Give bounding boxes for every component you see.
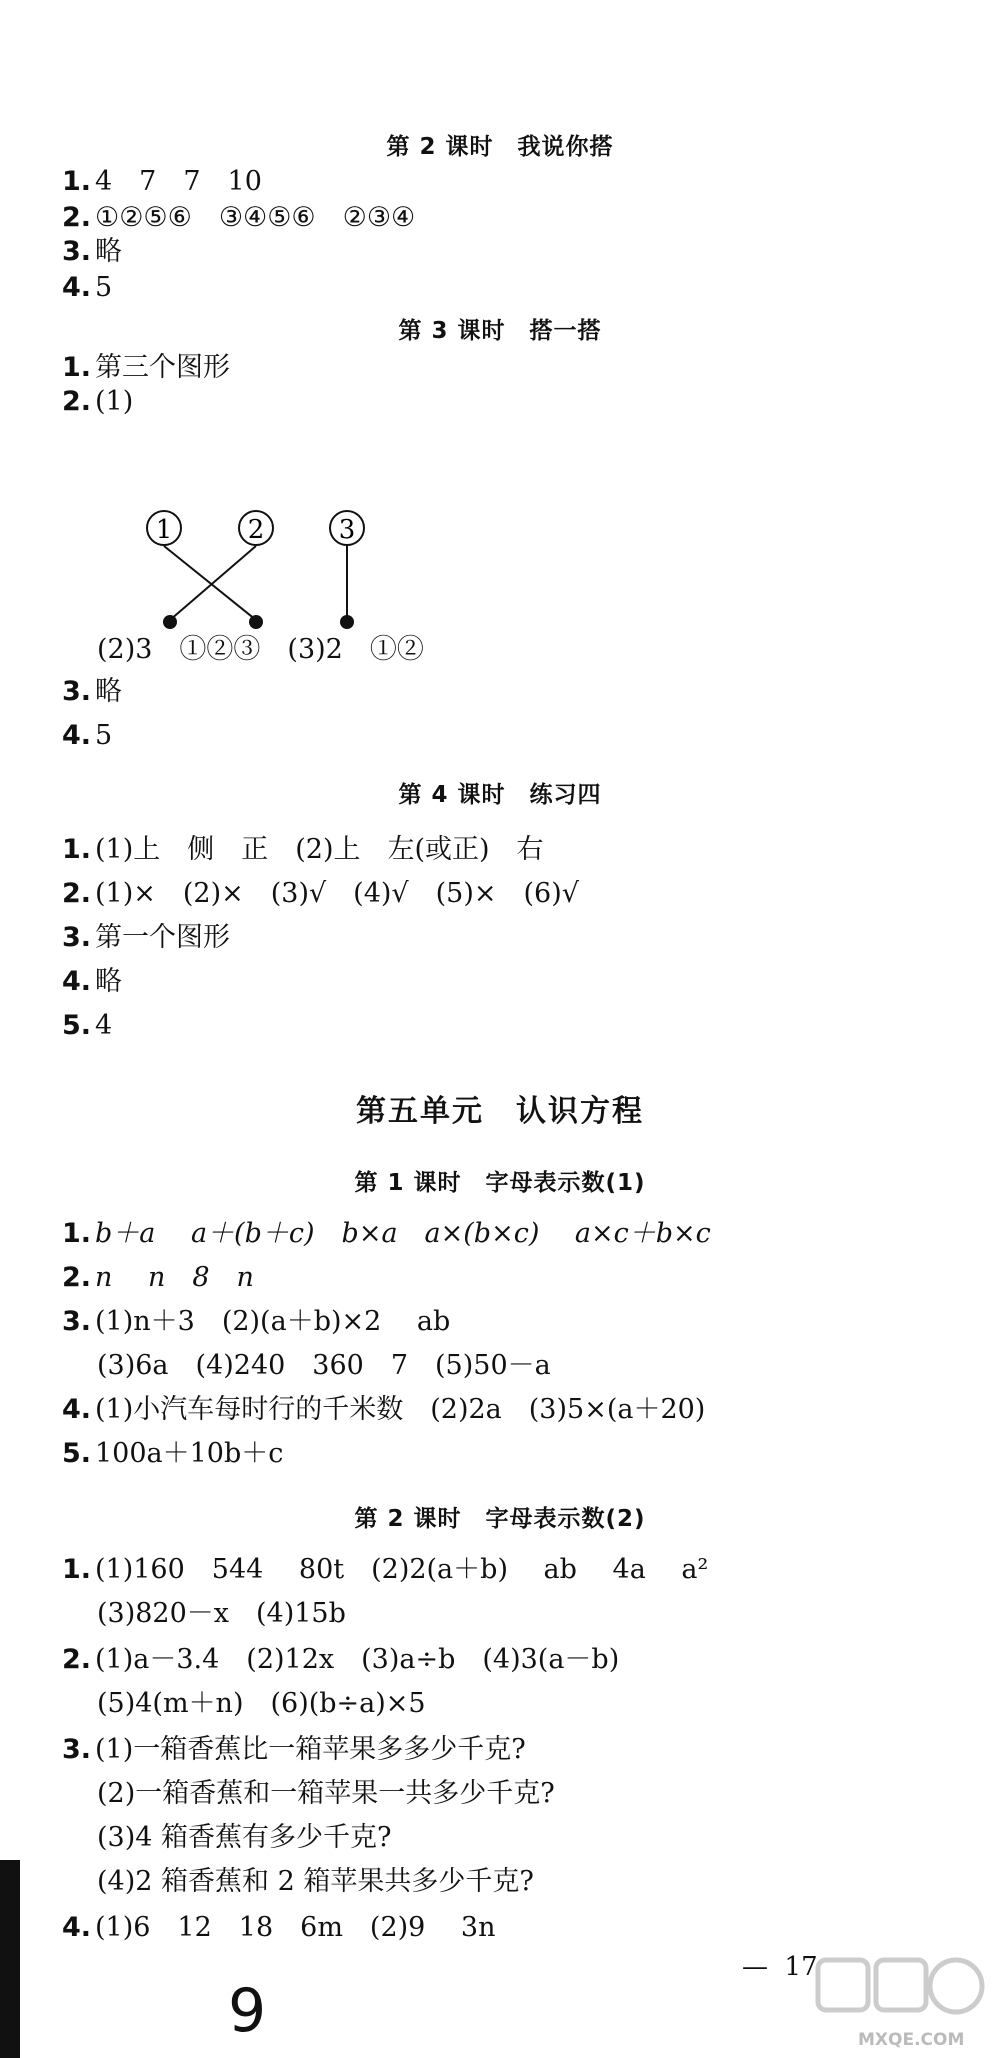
answer-line: (2)一箱香蕉和一箱苹果一共多少千克?	[97, 1778, 555, 1809]
answer-line: 3. (1)一箱香蕉比一箱苹果多多少千克?	[62, 1734, 526, 1765]
matching-diagram	[140, 510, 400, 635]
answer-line: (3)4 箱香蕉有多少千克?	[97, 1822, 392, 1853]
lesson-title-3: 第 3 课时 搭一搭	[398, 318, 602, 344]
page-number: — 17	[742, 1952, 818, 1982]
answer-line: (3)820－x (4)15b	[97, 1598, 346, 1629]
lesson-title-u2: 第 2 课时 字母表示数(2)	[354, 1506, 646, 1532]
answer-line: 3. 略	[62, 236, 122, 267]
answer-line: 1. 4 7 7 10	[62, 166, 262, 197]
lesson-title-u1: 第 1 课时 字母表示数(1)	[354, 1170, 646, 1196]
answer-line: 4. (1)小汽车每时行的千米数 (2)2a (3)5×(a＋20)	[62, 1394, 706, 1425]
answer-line: 4. 5	[62, 720, 113, 751]
answer-line: (5)4(m＋n) (6)(b÷a)×5	[97, 1688, 426, 1719]
answer-line: 1. 第三个图形	[62, 352, 230, 383]
circled-number: 3	[338, 515, 356, 545]
answer-line: 5. 100a＋10b＋c	[62, 1438, 284, 1469]
answer-line: 3. 第一个图形	[62, 922, 230, 953]
lesson-title-2: 第 2 课时 我说你搭	[386, 134, 614, 160]
unit-title: 第五单元 认识方程	[356, 1094, 644, 1129]
answer-line: 2. (1)× (2)× (3)√ (4)√ (5)× (6)√	[62, 878, 579, 909]
answer-line: 2. (1)a－3.4 (2)12x (3)a÷b (4)3(a－b)	[62, 1644, 620, 1675]
answer-line: 3. (1)n＋3 (2)(a＋b)×2 ab	[62, 1306, 451, 1337]
answer-line: 4. (1)6 12 18 6m (2)9 3n	[62, 1912, 496, 1943]
answer-line: 4. 略	[62, 966, 122, 997]
answer-line: (2)3 ①②③ (3)2 ①②	[97, 634, 424, 665]
lesson-title-4: 第 4 课时 练习四	[398, 782, 602, 808]
answer-line: 2. ①②⑤⑥ ③④⑤⑥ ②③④	[62, 202, 416, 233]
answer-line: 5. 4	[62, 1010, 113, 1041]
answer-line: 1. b＋a a＋(b＋c) b×a a×(b×c) a×c＋b×c	[62, 1218, 711, 1249]
answer-line: 4. 5	[62, 272, 113, 303]
answer-line: 2. n n 8 n	[62, 1262, 254, 1293]
answer-line: 3. 略	[62, 676, 122, 707]
handwritten-mark: 9	[228, 1976, 267, 2046]
circled-number: 2	[247, 515, 265, 545]
answer-line: 2. (1)	[62, 386, 134, 417]
answer-line: 1. (1)上 侧 正 (2)上 左(或正) 右	[62, 834, 544, 865]
answer-line: 1. (1)160 544 80t (2)2(a＋b) ab 4a a²	[62, 1554, 709, 1585]
watermark-text: MXQE.COM	[858, 2030, 965, 2050]
scan-edge-shadow	[0, 1860, 20, 2058]
answer-line: (4)2 箱香蕉和 2 箱苹果共多少千克?	[97, 1866, 534, 1897]
circled-number: 1	[155, 515, 173, 545]
answer-line: (3)6a (4)240 360 7 (5)50－a	[97, 1350, 551, 1381]
